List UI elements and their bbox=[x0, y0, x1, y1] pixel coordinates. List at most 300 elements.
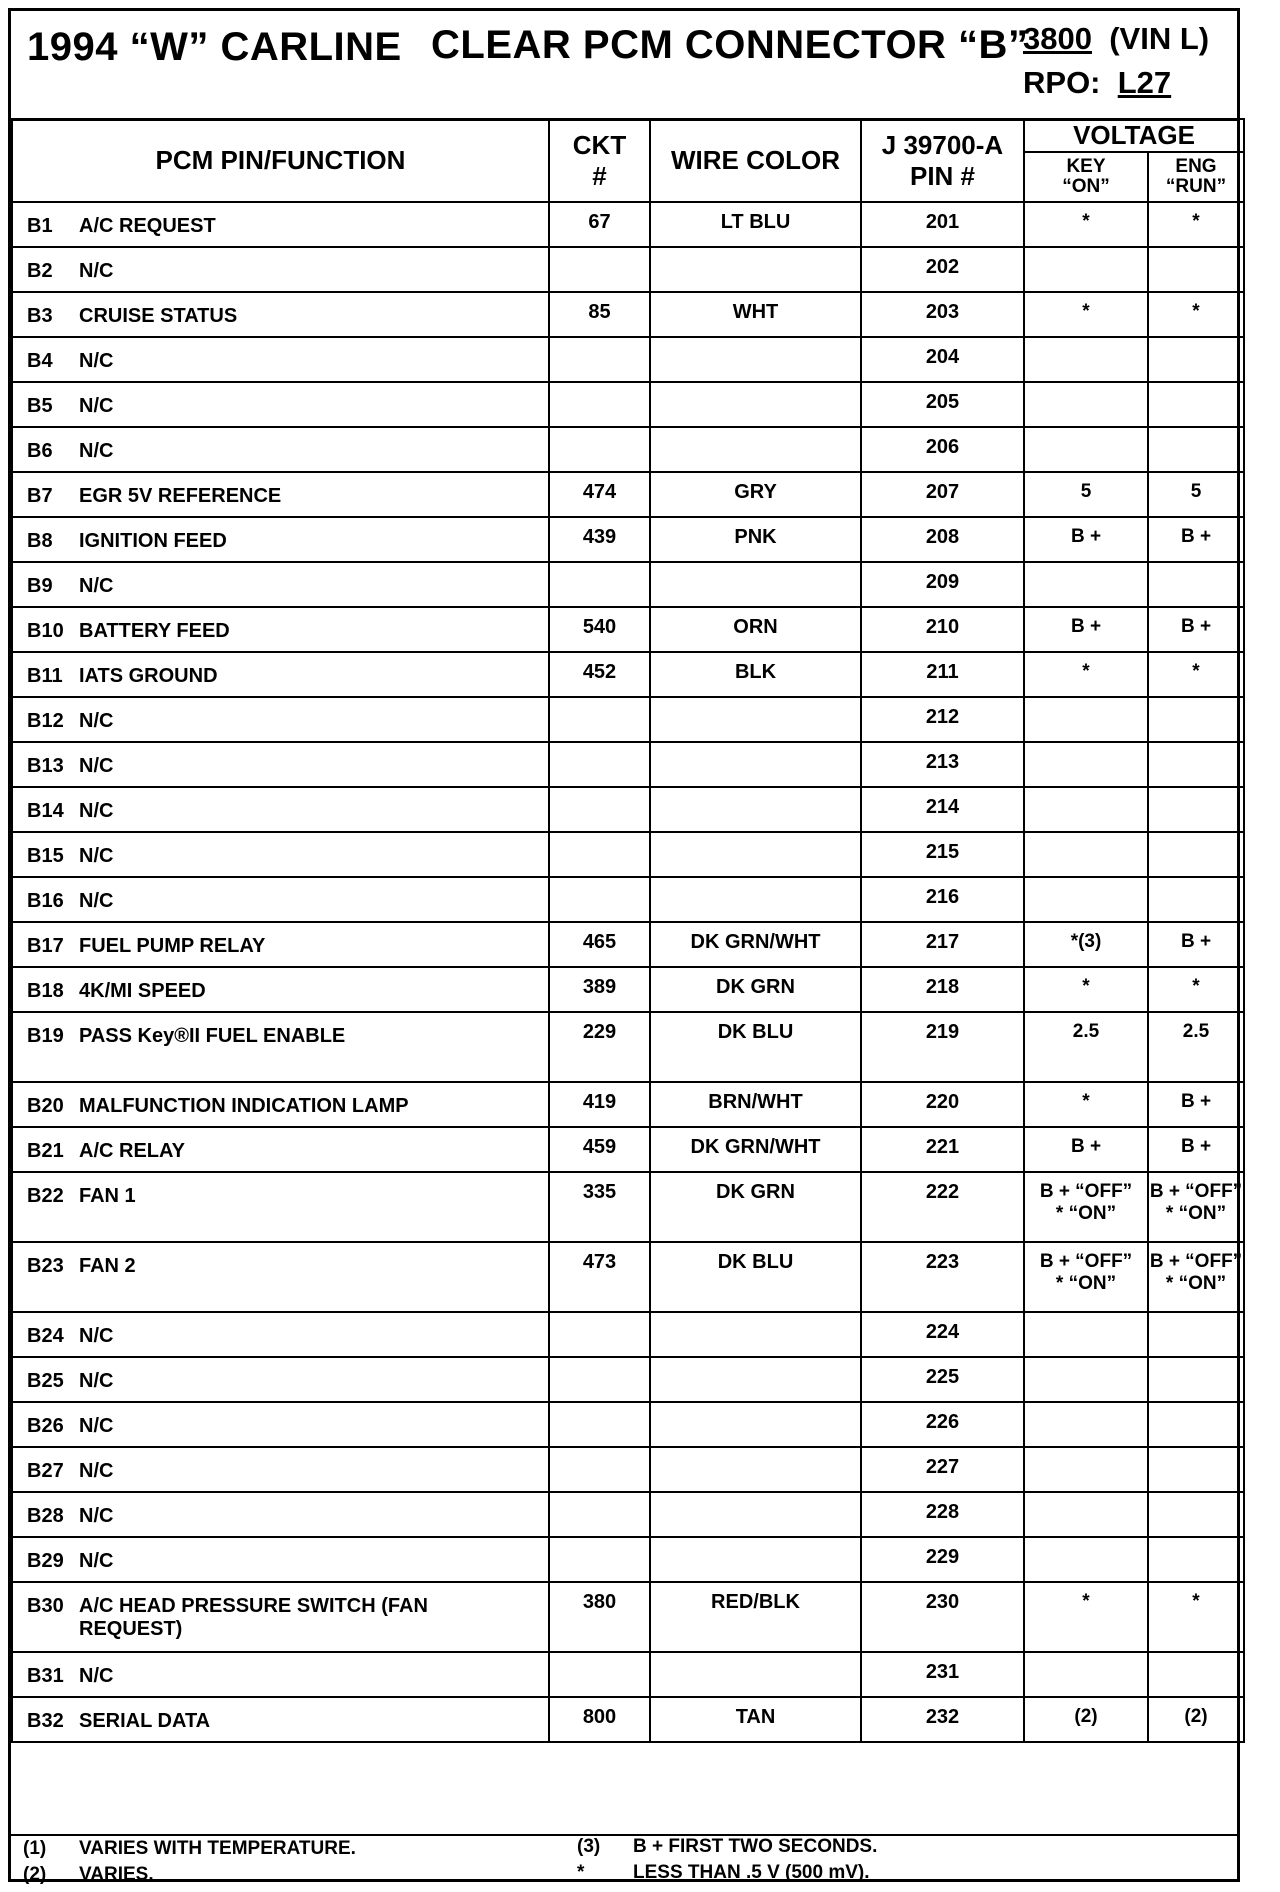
eng-run-cell bbox=[1148, 1402, 1244, 1447]
col-header-ckt-line2: # bbox=[592, 160, 607, 191]
key-on-value-2: * “ON” bbox=[1055, 1203, 1117, 1224]
wire-color-cell bbox=[650, 1357, 861, 1402]
eng-run-cell bbox=[1148, 427, 1244, 472]
pin-id: B3 bbox=[27, 305, 53, 327]
pin-function-cell bbox=[12, 1172, 549, 1242]
pin-id: B25 bbox=[27, 1370, 64, 1392]
tool-pin-cell: 206 bbox=[861, 427, 1024, 472]
function-text bbox=[79, 1185, 136, 1208]
pin-function-cell bbox=[12, 607, 549, 652]
eng-run-cell bbox=[1148, 1242, 1244, 1312]
tool-pin-cell: 201 bbox=[861, 202, 1024, 247]
pin-function-cell bbox=[12, 1447, 549, 1492]
eng-run-cell bbox=[1148, 967, 1244, 1012]
function-text bbox=[79, 1550, 113, 1573]
tool-pin-cell: 209 bbox=[861, 562, 1024, 607]
col-header-ckt bbox=[549, 119, 650, 202]
function-text bbox=[79, 1710, 210, 1733]
function-line: N/C bbox=[79, 1415, 114, 1437]
ckt-cell: 473 bbox=[549, 1242, 650, 1312]
ckt-cell bbox=[549, 1652, 650, 1697]
function-line: FAN 1 bbox=[79, 1185, 136, 1207]
pin-function-cell bbox=[12, 382, 549, 427]
ckt-cell: 452 bbox=[549, 652, 650, 697]
wire-color-cell bbox=[650, 247, 861, 292]
ckt-cell bbox=[549, 742, 650, 787]
function-line: N/C bbox=[79, 1325, 114, 1347]
rpo-value: L27 bbox=[1117, 65, 1172, 100]
ckt-cell bbox=[549, 1402, 650, 1447]
key-on-value: * bbox=[1082, 1591, 1090, 1612]
eng-run-cell bbox=[1148, 1652, 1244, 1697]
table-row bbox=[12, 742, 1244, 787]
key-on-cell bbox=[1024, 1312, 1148, 1357]
col-header-pin-function: PCM PIN/FUNCTION bbox=[12, 119, 549, 202]
key-on-value: 5 bbox=[1080, 481, 1092, 502]
key-on-value: * bbox=[1082, 1091, 1090, 1112]
eng-run-cell bbox=[1148, 1492, 1244, 1537]
table-row bbox=[12, 562, 1244, 607]
ckt-cell bbox=[549, 1537, 650, 1582]
col-header-key-on bbox=[1024, 152, 1148, 202]
ckt-cell: 474 bbox=[549, 472, 650, 517]
key-on-cell bbox=[1024, 742, 1148, 787]
function-text bbox=[79, 1460, 113, 1483]
ckt-cell bbox=[549, 832, 650, 877]
key-on-cell bbox=[1024, 247, 1148, 292]
col-header-eng-run bbox=[1148, 152, 1244, 202]
wire-color-cell bbox=[650, 562, 861, 607]
table-row bbox=[12, 292, 1244, 337]
pin-id: B5 bbox=[27, 395, 53, 417]
function-text bbox=[79, 395, 113, 418]
ckt-cell bbox=[549, 382, 650, 427]
pin-id: B19 bbox=[27, 1025, 64, 1047]
eng-run-cell bbox=[1148, 1127, 1244, 1172]
function-text bbox=[79, 575, 113, 598]
eng-run-value: B + “OFF” bbox=[1149, 1251, 1243, 1272]
eng-run-cell bbox=[1148, 742, 1244, 787]
table-row bbox=[12, 337, 1244, 382]
tool-pin-cell: 208 bbox=[861, 517, 1024, 562]
key-on-cell bbox=[1024, 1537, 1148, 1582]
key-on-value: 2.5 bbox=[1072, 1021, 1100, 1042]
function-text bbox=[79, 845, 113, 868]
ckt-cell: 459 bbox=[549, 1127, 650, 1172]
eng-run-cell bbox=[1148, 382, 1244, 427]
footnote-text: VARIES. bbox=[79, 1864, 154, 1885]
wire-color-cell bbox=[650, 697, 861, 742]
key-on-cell bbox=[1024, 922, 1148, 967]
tool-pin-cell: 217 bbox=[861, 922, 1024, 967]
table-row bbox=[12, 1082, 1244, 1127]
carline-title: 1994 “W” CARLINE bbox=[27, 25, 402, 69]
pin-id: B12 bbox=[27, 710, 64, 732]
pin-function-cell bbox=[12, 1492, 549, 1537]
eng-run-value: * bbox=[1192, 661, 1200, 682]
function-line: 4K/MI SPEED bbox=[79, 980, 206, 1002]
col-header-tool-line1: J 39700-A bbox=[881, 129, 1004, 160]
ckt-cell bbox=[549, 877, 650, 922]
footnotes bbox=[11, 1834, 1237, 1884]
ckt-cell bbox=[549, 247, 650, 292]
eng-run-value-2: * “ON” bbox=[1165, 1273, 1227, 1294]
tool-pin-cell: 231 bbox=[861, 1652, 1024, 1697]
function-line: SERIAL DATA bbox=[79, 1710, 211, 1732]
eng-run-cell bbox=[1148, 292, 1244, 337]
col-header-key-on-line2: “ON” bbox=[1062, 176, 1110, 197]
wire-color-cell: PNK bbox=[650, 517, 861, 562]
key-on-cell bbox=[1024, 1242, 1148, 1312]
pin-function-cell bbox=[12, 1402, 549, 1447]
pin-function-cell bbox=[12, 832, 549, 877]
ckt-cell: 800 bbox=[549, 1697, 650, 1742]
eng-run-value: B + bbox=[1180, 1091, 1212, 1112]
ckt-cell bbox=[549, 1357, 650, 1402]
pin-id: B24 bbox=[27, 1325, 64, 1347]
function-line: A/C RELAY bbox=[79, 1140, 185, 1162]
table-row bbox=[12, 382, 1244, 427]
eng-run-cell bbox=[1148, 607, 1244, 652]
table-row bbox=[12, 517, 1244, 562]
wire-color-cell: RED/BLK bbox=[650, 1582, 861, 1652]
table-row bbox=[12, 607, 1244, 652]
eng-run-cell bbox=[1148, 337, 1244, 382]
eng-run-cell bbox=[1148, 787, 1244, 832]
wire-color-cell: DK GRN/WHT bbox=[650, 1127, 861, 1172]
footnote-text: LESS THAN .5 V (500 mV). bbox=[633, 1862, 870, 1883]
ckt-cell: 85 bbox=[549, 292, 650, 337]
pin-function-cell bbox=[12, 517, 549, 562]
function-text bbox=[79, 980, 206, 1003]
function-text bbox=[79, 755, 113, 778]
function-line: N/C bbox=[79, 1460, 114, 1482]
pin-id: B28 bbox=[27, 1505, 64, 1527]
function-line-2: REQUEST) bbox=[79, 1618, 183, 1640]
pin-id: B7 bbox=[27, 485, 53, 507]
key-on-cell bbox=[1024, 607, 1148, 652]
eng-run-cell bbox=[1148, 1582, 1244, 1652]
eng-run-value: B + “OFF” bbox=[1149, 1181, 1243, 1202]
pin-table bbox=[11, 118, 1245, 1743]
pin-id: B26 bbox=[27, 1415, 64, 1437]
key-on-cell bbox=[1024, 202, 1148, 247]
eng-run-value-2: * “ON” bbox=[1165, 1203, 1227, 1224]
eng-run-cell bbox=[1148, 1082, 1244, 1127]
pin-function-cell bbox=[12, 1652, 549, 1697]
tool-pin-cell: 223 bbox=[861, 1242, 1024, 1312]
wire-color-cell: TAN bbox=[650, 1697, 861, 1742]
eng-run-cell bbox=[1148, 1012, 1244, 1082]
function-text bbox=[79, 215, 216, 238]
key-on-cell bbox=[1024, 427, 1148, 472]
col-header-wire-color: WIRE COLOR bbox=[650, 119, 861, 202]
col-header-ckt-line1: CKT bbox=[572, 129, 627, 160]
pin-id: B30 bbox=[27, 1595, 64, 1617]
pin-function-cell bbox=[12, 967, 549, 1012]
ckt-cell bbox=[549, 1312, 650, 1357]
function-text bbox=[79, 440, 113, 463]
ckt-cell bbox=[549, 427, 650, 472]
pin-function-cell bbox=[12, 1012, 549, 1082]
key-on-cell bbox=[1024, 292, 1148, 337]
function-line: IATS GROUND bbox=[79, 665, 218, 687]
pin-id: B9 bbox=[27, 575, 53, 597]
tool-pin-cell: 226 bbox=[861, 1402, 1024, 1447]
key-on-cell bbox=[1024, 1172, 1148, 1242]
tool-pin-cell: 215 bbox=[861, 832, 1024, 877]
ckt-cell bbox=[549, 1447, 650, 1492]
ckt-cell bbox=[549, 1492, 650, 1537]
function-text bbox=[79, 350, 113, 373]
key-on-cell bbox=[1024, 1582, 1148, 1652]
function-text bbox=[79, 1140, 185, 1163]
eng-run-cell bbox=[1148, 202, 1244, 247]
function-text bbox=[79, 1255, 136, 1278]
pcm-connector-sheet bbox=[8, 8, 1243, 1885]
pin-id: B1 bbox=[27, 215, 53, 237]
key-on-value: B + “OFF” bbox=[1039, 1181, 1133, 1202]
wire-color-cell bbox=[650, 427, 861, 472]
pin-id: B14 bbox=[27, 800, 64, 822]
pin-id: B17 bbox=[27, 935, 64, 957]
eng-run-cell bbox=[1148, 517, 1244, 562]
key-on-cell bbox=[1024, 1082, 1148, 1127]
pin-function-cell bbox=[12, 247, 549, 292]
pin-id: B23 bbox=[27, 1255, 64, 1277]
footnote-key: (3) bbox=[577, 1836, 601, 1857]
pin-function-cell bbox=[12, 652, 549, 697]
pin-function-cell bbox=[12, 202, 549, 247]
ckt-cell: 389 bbox=[549, 967, 650, 1012]
footnote-key: * bbox=[577, 1862, 585, 1883]
wire-color-cell: ORN bbox=[650, 607, 861, 652]
key-on-cell bbox=[1024, 877, 1148, 922]
ckt-cell bbox=[549, 787, 650, 832]
pin-id: B29 bbox=[27, 1550, 64, 1572]
pin-function-cell bbox=[12, 1537, 549, 1582]
function-text bbox=[79, 530, 227, 553]
function-line: N/C bbox=[79, 1370, 114, 1392]
col-header-eng-run-line1: ENG bbox=[1175, 156, 1217, 177]
wire-color-cell bbox=[650, 1402, 861, 1447]
wire-color-cell bbox=[650, 832, 861, 877]
key-on-cell bbox=[1024, 787, 1148, 832]
tool-pin-cell: 224 bbox=[861, 1312, 1024, 1357]
key-on-cell bbox=[1024, 517, 1148, 562]
wire-color-cell bbox=[650, 1537, 861, 1582]
table-row bbox=[12, 1652, 1244, 1697]
wire-color-cell bbox=[650, 1447, 861, 1492]
tool-pin-cell: 228 bbox=[861, 1492, 1024, 1537]
function-text bbox=[79, 1665, 113, 1688]
pin-function-cell bbox=[12, 1582, 549, 1652]
wire-color-cell bbox=[650, 1652, 861, 1697]
function-text bbox=[79, 1095, 409, 1118]
key-on-value: (2) bbox=[1074, 1706, 1098, 1727]
ckt-cell: 335 bbox=[549, 1172, 650, 1242]
wire-color-cell: DK BLU bbox=[650, 1012, 861, 1082]
pin-function-cell bbox=[12, 1082, 549, 1127]
engine-displacement: 3800 bbox=[1023, 21, 1092, 56]
vin-code: (VIN L) bbox=[1109, 21, 1210, 56]
wire-color-cell: BRN/WHT bbox=[650, 1082, 861, 1127]
key-on-cell bbox=[1024, 1402, 1148, 1447]
pin-id: B8 bbox=[27, 530, 53, 552]
pin-function-cell bbox=[12, 922, 549, 967]
pin-id: B4 bbox=[27, 350, 53, 372]
function-line: A/C HEAD PRESSURE SWITCH (FAN bbox=[79, 1595, 428, 1617]
tool-pin-cell: 212 bbox=[861, 697, 1024, 742]
eng-run-value: * bbox=[1192, 301, 1200, 322]
pin-id: B15 bbox=[27, 845, 64, 867]
table-row bbox=[12, 247, 1244, 292]
function-text bbox=[79, 1505, 113, 1528]
wire-color-cell bbox=[650, 742, 861, 787]
pin-function-cell bbox=[12, 1127, 549, 1172]
eng-run-cell bbox=[1148, 922, 1244, 967]
key-on-value: * bbox=[1082, 301, 1090, 322]
col-header-eng-run-line2: “RUN” bbox=[1165, 176, 1227, 197]
pin-id: B21 bbox=[27, 1140, 64, 1162]
wire-color-cell bbox=[650, 877, 861, 922]
pin-id: B16 bbox=[27, 890, 64, 912]
function-line: N/C bbox=[79, 350, 114, 372]
table-row bbox=[12, 697, 1244, 742]
pin-id: B20 bbox=[27, 1095, 64, 1117]
eng-run-cell bbox=[1148, 1312, 1244, 1357]
footnote-key: (2) bbox=[23, 1864, 47, 1885]
function-line: N/C bbox=[79, 710, 114, 732]
tool-pin-cell: 203 bbox=[861, 292, 1024, 337]
footnote-2 bbox=[23, 1864, 154, 1886]
key-on-cell bbox=[1024, 967, 1148, 1012]
pin-function-cell bbox=[12, 562, 549, 607]
key-on-value: * bbox=[1082, 976, 1090, 997]
ckt-cell: 419 bbox=[549, 1082, 650, 1127]
table-row bbox=[12, 877, 1244, 922]
wire-color-cell bbox=[650, 382, 861, 427]
function-line: N/C bbox=[79, 845, 114, 867]
function-text bbox=[79, 1370, 113, 1393]
key-on-cell bbox=[1024, 697, 1148, 742]
function-line: EGR 5V REFERENCE bbox=[79, 485, 282, 507]
table-row bbox=[12, 1697, 1244, 1742]
table-row bbox=[12, 1537, 1244, 1582]
wire-color-cell: LT BLU bbox=[650, 202, 861, 247]
key-on-cell bbox=[1024, 1447, 1148, 1492]
eng-run-value: * bbox=[1192, 976, 1200, 997]
ckt-cell bbox=[549, 697, 650, 742]
ckt-cell: 540 bbox=[549, 607, 650, 652]
engine-code bbox=[1023, 21, 1209, 57]
tool-pin-cell: 204 bbox=[861, 337, 1024, 382]
wire-color-cell bbox=[650, 787, 861, 832]
eng-run-cell bbox=[1148, 472, 1244, 517]
tool-pin-cell: 222 bbox=[861, 1172, 1024, 1242]
ckt-cell bbox=[549, 337, 650, 382]
tool-pin-cell: 221 bbox=[861, 1127, 1024, 1172]
pin-function-cell bbox=[12, 1357, 549, 1402]
pin-function-cell bbox=[12, 787, 549, 832]
key-on-cell bbox=[1024, 1357, 1148, 1402]
function-line: N/C bbox=[79, 890, 114, 912]
ckt-cell bbox=[549, 562, 650, 607]
ckt-cell: 67 bbox=[549, 202, 650, 247]
wire-color-cell: WHT bbox=[650, 292, 861, 337]
pin-id: B10 bbox=[27, 620, 64, 642]
wire-color-cell: GRY bbox=[650, 472, 861, 517]
key-on-cell bbox=[1024, 337, 1148, 382]
table-row bbox=[12, 1357, 1244, 1402]
table-row bbox=[12, 1582, 1244, 1652]
table-row bbox=[12, 967, 1244, 1012]
function-line: CRUISE STATUS bbox=[79, 305, 238, 327]
table-row bbox=[12, 922, 1244, 967]
key-on-value: B + bbox=[1070, 1136, 1102, 1157]
function-text bbox=[79, 1415, 113, 1438]
key-on-value: * bbox=[1082, 211, 1090, 232]
eng-run-cell bbox=[1148, 697, 1244, 742]
wire-color-cell bbox=[650, 1312, 861, 1357]
function-line: N/C bbox=[79, 260, 114, 282]
ckt-cell: 380 bbox=[549, 1582, 650, 1652]
tool-pin-cell: 218 bbox=[861, 967, 1024, 1012]
tool-pin-cell: 219 bbox=[861, 1012, 1024, 1082]
function-text bbox=[79, 260, 113, 283]
table-row bbox=[12, 1447, 1244, 1492]
ckt-cell: 439 bbox=[549, 517, 650, 562]
eng-run-value: (2) bbox=[1184, 1706, 1208, 1727]
function-line: N/C bbox=[79, 755, 114, 777]
table-row bbox=[12, 1492, 1244, 1537]
function-line: PASS Key®II FUEL ENABLE bbox=[79, 1025, 346, 1047]
wire-color-cell: BLK bbox=[650, 652, 861, 697]
eng-run-cell bbox=[1148, 1537, 1244, 1582]
eng-run-value: B + bbox=[1180, 616, 1212, 637]
function-text bbox=[79, 800, 113, 823]
footnote-key: (1) bbox=[23, 1838, 47, 1859]
eng-run-value: 2.5 bbox=[1182, 1021, 1210, 1042]
tool-pin-cell: 220 bbox=[861, 1082, 1024, 1127]
ckt-cell: 465 bbox=[549, 922, 650, 967]
key-on-value: B + bbox=[1070, 526, 1102, 547]
col-header-voltage: VOLTAGE bbox=[1024, 119, 1244, 152]
function-text bbox=[79, 1025, 345, 1048]
pin-id: B18 bbox=[27, 980, 64, 1002]
eng-run-value: * bbox=[1192, 211, 1200, 232]
function-line: N/C bbox=[79, 1550, 114, 1572]
function-line: MALFUNCTION INDICATION LAMP bbox=[79, 1095, 409, 1117]
function-text bbox=[79, 1595, 428, 1641]
key-on-cell bbox=[1024, 832, 1148, 877]
pin-table-body bbox=[12, 202, 1244, 1742]
pin-id: B22 bbox=[27, 1185, 64, 1207]
tool-pin-cell: 232 bbox=[861, 1697, 1024, 1742]
key-on-cell bbox=[1024, 472, 1148, 517]
key-on-cell bbox=[1024, 1492, 1148, 1537]
key-on-value: B + “OFF” bbox=[1039, 1251, 1133, 1272]
eng-run-value: B + bbox=[1180, 1136, 1212, 1157]
tool-pin-cell: 230 bbox=[861, 1582, 1024, 1652]
wire-color-cell: DK GRN bbox=[650, 1172, 861, 1242]
footnote-3 bbox=[577, 1836, 877, 1858]
pin-id: B6 bbox=[27, 440, 53, 462]
function-line: N/C bbox=[79, 1665, 114, 1687]
key-on-value: B + bbox=[1070, 616, 1102, 637]
function-text bbox=[79, 1325, 113, 1348]
function-text bbox=[79, 890, 113, 913]
